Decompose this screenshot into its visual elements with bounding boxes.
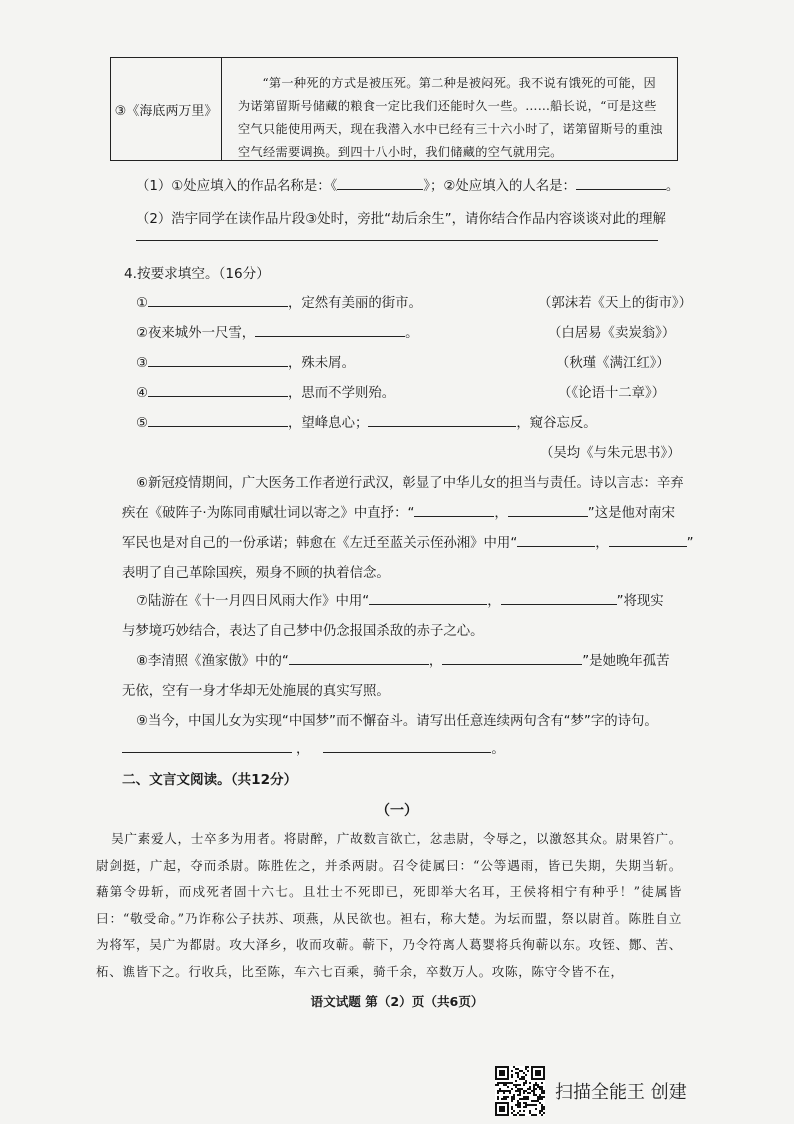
answer-blank[interactable] [289, 650, 429, 665]
q4-item1-source: （郭沫若《天上的街市》） [538, 296, 692, 311]
answer-blank[interactable] [148, 382, 288, 397]
q4-item6-line4: 表明了自己革除国疾，殒身不顾的执着信念。 [122, 566, 390, 581]
q4-item5-source: （吴均《与朱元思书》） [540, 446, 681, 461]
q4-item9-line1: ⑨当今，中国儿女为实现“中国梦”而不懈奋斗。请写出任意连续两句含有“梦”字的诗句。 [136, 714, 658, 729]
q4-item2: ②夜来城外一尺雪， 。 [136, 322, 419, 341]
q4-title: 4.按要求填空。（16分） [124, 266, 270, 282]
answer-blank[interactable] [255, 322, 405, 337]
answer-blank[interactable] [442, 650, 582, 665]
answer-blank[interactable] [368, 412, 516, 427]
section2-subtitle: （一） [376, 803, 418, 819]
excerpt-table [110, 57, 678, 161]
q4-item4: ④ ，思而不学则殆。 [136, 382, 395, 401]
classical-text: 吴广素爱人，士卒多为用者。将尉醉，广故数言欲亡，忿恚尉，令辱之，以激怒其众。尉果笞广。尉剑挺，广起，夺而杀尉。陈胜佐之，并杀两尉。召令徒属曰：“公等遇雨，皆已失期，失期当斩。藉第令毋斩，而戍死者固十六七。且壮士不死即已，死即举大名耳，王侯将相宁有种乎！”徒属皆曰：“敬受命。”乃诈称公子扶苏、项燕，从民欲也。袒右，称大楚。为坛而盟，祭以尉首。陈胜自立为将军，吴广为都尉。攻大泽乡，收而攻蕲。蕲下，乃令符离人葛婴将兵徇蕲以东。攻铚、酂、苦、柘、谯皆下之。行收兵，比至陈，车六七百乘，骑千余，卒数万人。攻陈，陈守令皆不在， [96, 831, 682, 979]
q4-item9-line2: ， 。 [122, 738, 505, 757]
answer-blank[interactable] [122, 738, 292, 753]
answer-blank[interactable] [148, 412, 288, 427]
section2-title: 二、文言文阅读。（共12分） [122, 772, 298, 788]
answer-blank[interactable] [517, 532, 595, 547]
answer-blank[interactable] [337, 175, 423, 190]
q3-part1: （1）①处应填入的作品名称是：《 》；②处应填入的人名是： 。 [136, 175, 679, 194]
q4-item8-line1: ⑧李清照《渔家傲》中的“ ， ”是她晚年孤苦 [136, 650, 670, 669]
q4-item3-source: （秋瑾《满江红》） [556, 356, 670, 371]
q4-item6-line2: 疾在《破阵子·为陈同甫赋壮词以寄之》中直抒：“ ， ”这是他对南宋 [122, 502, 675, 521]
q4-item2-source: （白居易《卖炭翁》） [548, 326, 676, 341]
answer-blank[interactable] [508, 502, 588, 517]
answer-blank[interactable] [148, 352, 288, 367]
scanner-watermark: 扫描全能王 创建 [555, 1082, 687, 1103]
answer-blank[interactable] [148, 292, 288, 307]
answer-blank[interactable] [576, 175, 666, 190]
answer-blank[interactable] [501, 590, 617, 605]
answer-line[interactable] [136, 240, 658, 241]
q4-item6-line1: ⑥新冠疫情期间，广大医务工作者逆行武汉，彰显了中华儿女的担当与责任。诗以言志：辛弃 [136, 476, 684, 491]
answer-blank[interactable] [369, 590, 487, 605]
q4-item3: ③ ，殊未屑。 [136, 352, 355, 371]
q4-item1: ① ，定然有美丽的街市。 [136, 292, 422, 311]
q4-item8-line2: 无依，空有一身才华却无处施展的真实写照。 [122, 684, 390, 699]
excerpt-text-cell [222, 58, 677, 160]
q4-item7-line1: ⑦陆游在《十一月四日风雨大作》中用“ ， ”将现实 [136, 590, 664, 609]
excerpt-text: “第一种死的方式是被压死。第二种是被闷死。我不说有饿死的可能，因为诺第留斯号储藏的粮食一定比我们还能时久一些。……船长说，“可是这些空气只能使用两天，现在我潜入水中已经有三十六小时了，诺第留斯号的重浊空气经需要调换。到四十八小时，我们储藏的空气就用完。 [238, 76, 663, 159]
q4-item6-line3: 军民也是对自己的一份承诺；韩愈在《左迁至蓝关示侄孙湘》中用“ ， ” [122, 532, 694, 551]
page-footer: 语文试题 第（2）页（共6页） [310, 994, 484, 1009]
q4-item5: ⑤ ，望峰息心； ，窥谷忘反。 [136, 412, 597, 431]
qr-code-icon [495, 1066, 545, 1116]
q4-item4-source: （《论语十二章》） [558, 386, 666, 401]
q3-part2: （2）浩宇同学在读作品片段③处时，旁批“劫后余生”，请你结合作品内容谈谈对此的理解 [136, 212, 666, 227]
answer-blank[interactable] [414, 502, 494, 517]
excerpt-title-cell: ③《海底两万里》 [111, 58, 222, 160]
answer-blank[interactable] [609, 532, 687, 547]
classical-passage [96, 826, 682, 986]
q4-item7-line2: 与梦境巧妙结合，表达了自己梦中仍念报国杀敌的赤子之心。 [122, 624, 484, 639]
answer-blank[interactable] [323, 738, 491, 753]
